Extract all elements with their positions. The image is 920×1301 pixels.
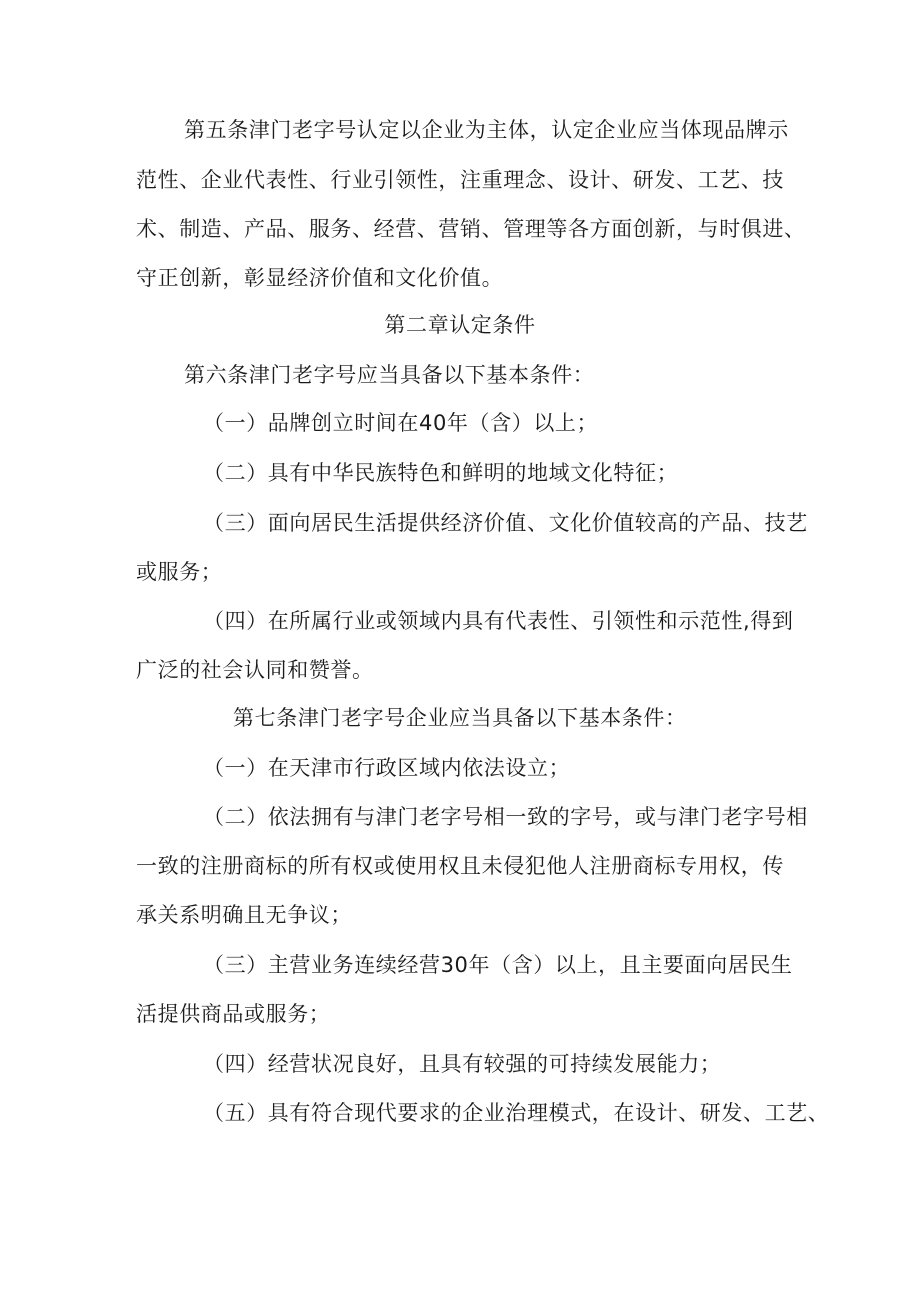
article-7-item-2-line-3: 承关系明确且无争议； <box>136 903 352 927</box>
article-6-item-4-line-2: 广泛的社会认同和赞誉。 <box>136 658 374 682</box>
article-5-line-3: 术、制造、产品、服务、经营、营销、管理等各方面创新，与时俱进、 <box>136 217 806 241</box>
article-7-item-1: （一）在天津市行政区域内依法设立； <box>203 756 571 780</box>
article-7-item-2-line-1: （二）依法拥有与津门老字号相一致的字号，或与津门老字号相 <box>203 805 808 829</box>
chapter-heading: 第二章认定条件 <box>384 313 536 337</box>
article-6-item-1: （一）品牌创立时间在40年（含）以上； <box>203 411 599 435</box>
article-7-item-3-line-1: （三）主营业务连续经营30年（含）以上，且主要面向居民生 <box>203 953 793 977</box>
article-7-item-4: （四）经营状况良好，且具有较强的可持续发展能力； <box>203 1052 722 1076</box>
article-6-item-4-line-1: （四）在所属行业或领域内具有代表性、引领性和示范性,得到 <box>203 609 794 633</box>
article-5-line-1: 第五条津门老字号认定以企业为主体，认定企业应当体现品牌示 <box>184 118 789 142</box>
article-7-item-5-line-1: （五）具有符合现代要求的企业治理模式，在设计、研发、工艺、 <box>203 1101 830 1125</box>
article-6-item-3-line-1: （三）面向居民生活提供经济价值、文化价值较高的产品、技艺 <box>203 511 808 535</box>
article-6-item-3-line-2: 或服务； <box>136 560 223 584</box>
article-7-item-3-line-2: 活提供商品或服务； <box>136 1002 331 1026</box>
article-7-title: 第七条津门老字号企业应当具备以下基本条件： <box>233 706 687 730</box>
article-5-line-2: 范性、企业代表性、行业引领性，注重理念、设计、研发、工艺、技 <box>136 168 784 192</box>
article-6-item-2: （二）具有中华民族特色和鲜明的地域文化特征； <box>203 461 679 485</box>
article-5-line-4: 守正创新，彰显经济价值和文化价值。 <box>136 266 504 290</box>
article-6-title: 第六条津门老字号应当具备以下基本条件： <box>184 363 595 387</box>
article-7-item-2-line-2: 一致的注册商标的所有权或使用权且未侵犯他人注册商标专用权，传 <box>136 854 784 878</box>
